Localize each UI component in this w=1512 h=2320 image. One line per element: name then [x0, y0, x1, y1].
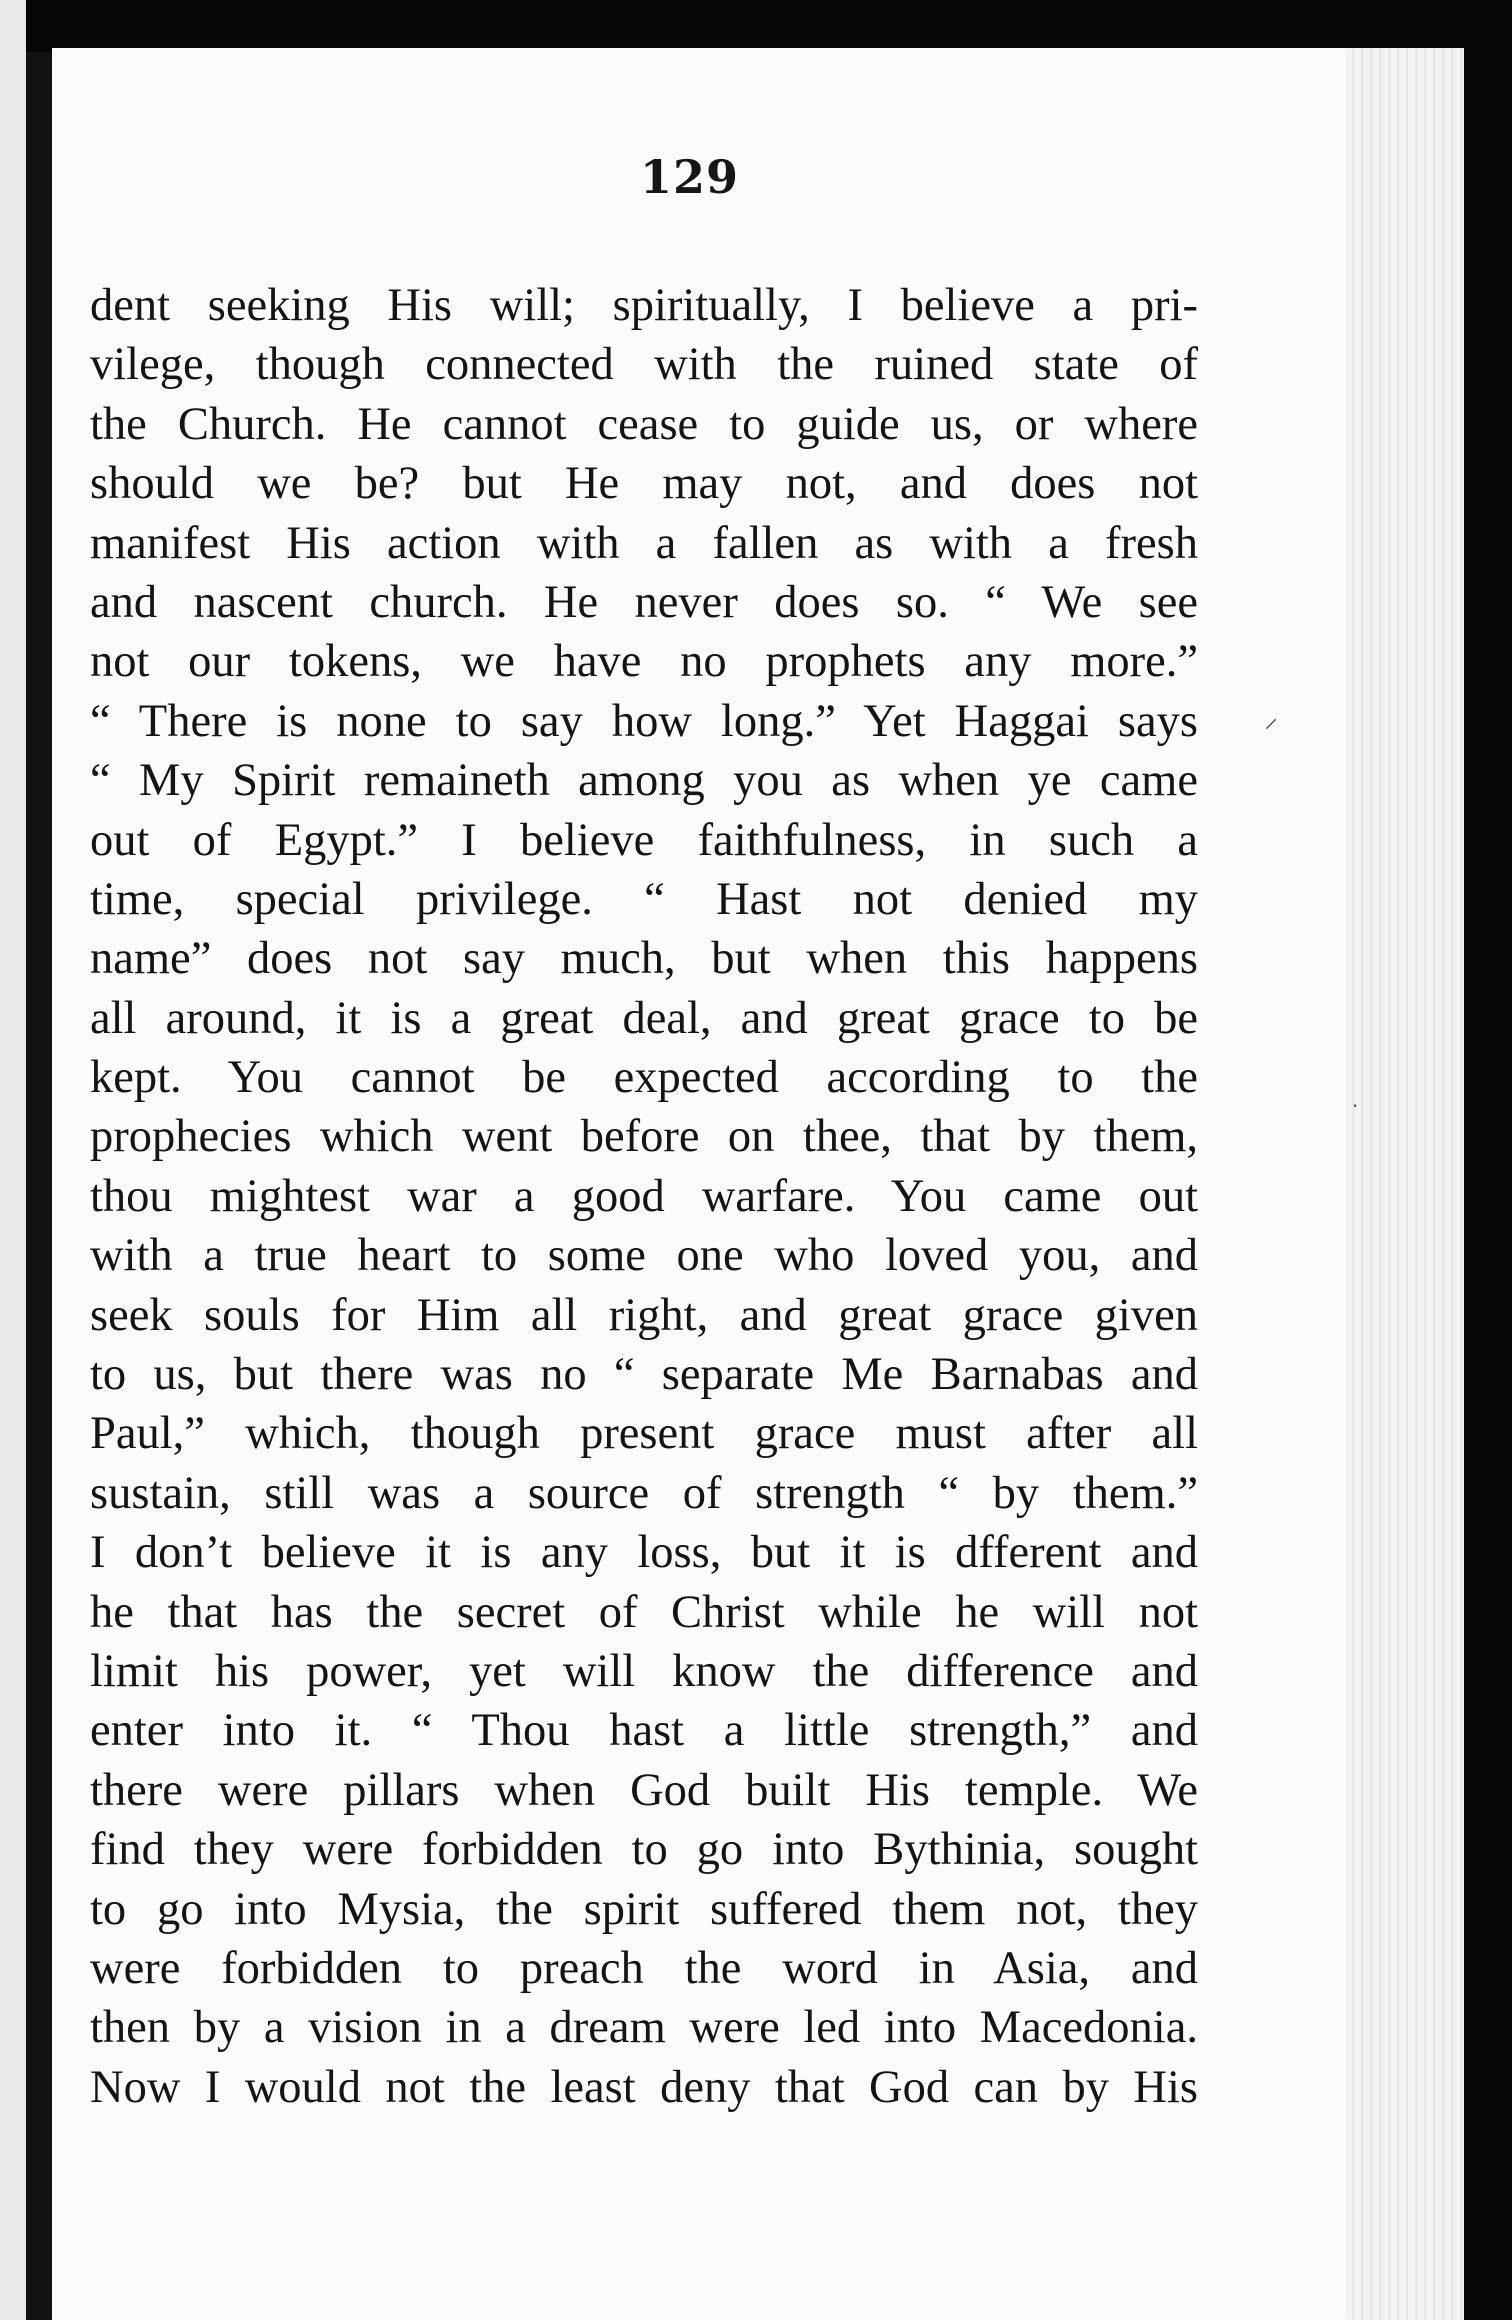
- facing-page-edge: [0, 0, 26, 2320]
- text-line: find they were forbidden to go into Bythinia, sought: [90, 1824, 1198, 1876]
- text-line: he that has the secret of Christ while he will not: [90, 1586, 1198, 1638]
- text-line: thou mightest war a good warfare. You came out: [90, 1170, 1198, 1222]
- text-line: sustain, still was a source of strength “ by them.”: [90, 1467, 1198, 1519]
- text-line: the Church. He cannot cease to guide us, or where: [90, 398, 1198, 450]
- text-line: kept. You cannot be expected according to the: [90, 1052, 1198, 1104]
- page-stack-edges: [1346, 48, 1464, 2320]
- text-line: I don’t believe it is any loss, but it is dfferent and: [90, 1527, 1198, 1579]
- margin-speck: ·: [1352, 1094, 1359, 1118]
- body-text: [90, 276, 1198, 2117]
- text-line: were forbidden to preach the word in Asia, and: [90, 1942, 1198, 1994]
- text-line: seek souls for Him all right, and great grace given: [90, 1289, 1198, 1341]
- text-line: and nascent church. He never does so. “ We see: [90, 576, 1198, 628]
- text-line: enter into it. “ Thou hast a little strength,” and: [90, 1705, 1198, 1757]
- text-line: to us, but there was no “ separate Me Barnabas and: [90, 1349, 1198, 1401]
- text-line: not our tokens, we have no prophets any more.”: [90, 636, 1198, 688]
- text-line: prophecies which went before on thee, that by them,: [90, 1111, 1198, 1163]
- text-line: there were pillars when God built His temple. We: [90, 1764, 1198, 1816]
- text-line: should we be? but He may not, and does not: [90, 458, 1198, 510]
- text-line: time, special privilege. “ Hast not denied my: [90, 873, 1198, 925]
- text-line: “ My Spirit remaineth among you as when ye came: [90, 755, 1198, 807]
- text-line: Paul,” which, though present grace must after all: [90, 1408, 1198, 1460]
- scan-top-border: [0, 0, 1512, 52]
- text-line: all around, it is a great deal, and great grace to be: [90, 992, 1198, 1044]
- text-line: limit his power, yet will know the difference and: [90, 1645, 1198, 1697]
- book-page: [52, 48, 1464, 2320]
- text-line: name” does not say much, but when this happens: [90, 933, 1198, 985]
- text-line: “ There is none to say how long.” Yet Haggai says: [90, 695, 1198, 747]
- margin-speck: ⸝: [1264, 701, 1279, 734]
- text-line: dent seeking His will; spiritually, I believe a pri-: [90, 280, 1198, 331]
- text-line: vilege, though connected with the ruined state of: [90, 339, 1198, 391]
- text-line: to go into Mysia, the spirit suffered them not, they: [90, 1883, 1198, 1935]
- text-line: manifest His action with a fallen as with a fresh: [90, 517, 1198, 569]
- text-line: then by a vision in a dream were led into Macedonia.: [90, 2002, 1198, 2054]
- text-line: Now I would not the least deny that God can by His: [90, 2061, 1198, 2113]
- scan-right-border: [1464, 0, 1512, 2320]
- page-number: 129: [640, 150, 740, 204]
- text-line: out of Egypt.” I believe faithfulness, in such a: [90, 814, 1198, 866]
- text-line: with a true heart to some one who loved you, and: [90, 1230, 1198, 1282]
